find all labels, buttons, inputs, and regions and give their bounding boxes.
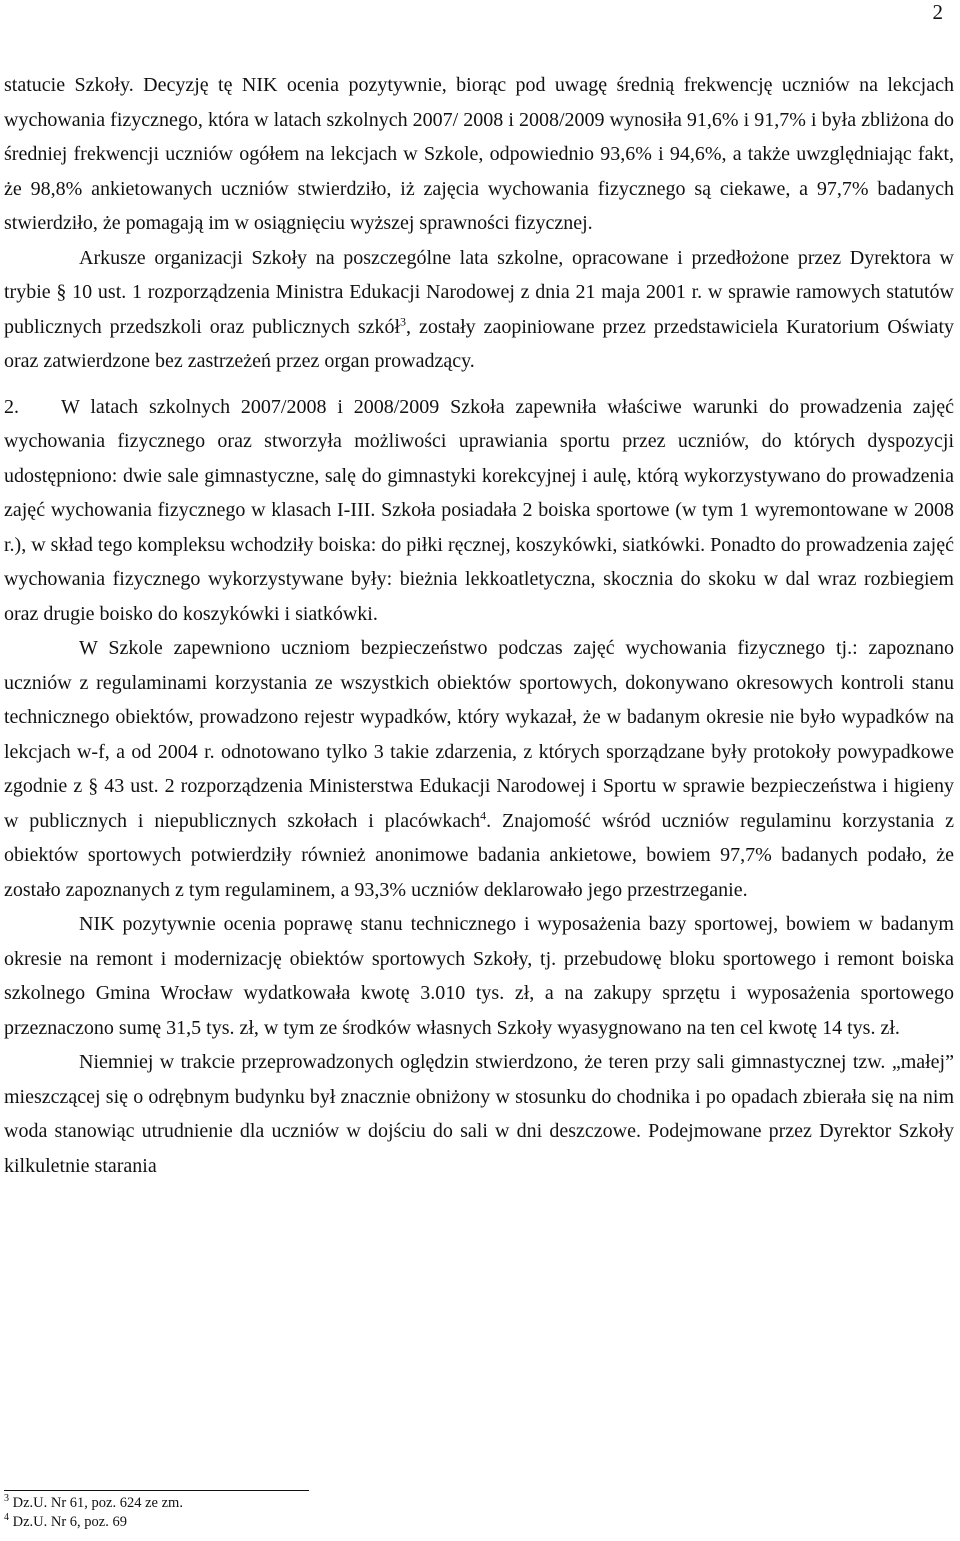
paragraph-2-text-b: , zostały zaopiniowane przez przedstawiciela Kuratorium Oświaty oraz zatwierdzone bez zastrzeżeń przez organ prowadzący. — [4, 315, 954, 372]
paragraph-6-text: Niemniej w trakcie przeprowadzonych oględzin stwierdzono, że teren przy sali gimnastycznej tzw. „małej” mieszczącej się o odrębnym budynku był znacznie obniżony w stosunku do chodnika i po opadach zbierała się na nim woda stanowiąc utrudnienie dla uczniów w dojściu do sali w dni deszczowe. Podejmowane przez Dyrektor Szkoły kilkuletnie starania — [4, 1051, 954, 1177]
paragraph-2-text-a: Arkusze organizacji Szkoły na poszczególne lata szkolne, opracowane i przedłożone przez Dyrektora w trybie § 10 ust. 1 rozporządzenia Ministra Edukacji Narodowej z dnia 21 maja 2001 r. w sprawie ramowych statutów publicznych przedszkoli oraz publicznych szkół — [4, 246, 954, 338]
paragraph-4 — [4, 631, 954, 907]
paragraph-6 — [4, 1045, 954, 1183]
footnotes — [4, 1494, 183, 1532]
paragraph-2 — [4, 241, 954, 379]
paragraph-3-text: W latach szkolnych 2007/2008 i 2008/2009 Szkoła zapewniła właściwe warunki do prowadzenia zajęć wychowania fizycznego oraz stworzyła możliwości uprawiania sportu przez uczniów, do których dyspozycji udostępniono: dwie sale gimnastyczne, salę do gimnastyki korekcyjnej i aulę, którą wykorzystywano do prowadzenia zajęć wychowania fizycznego w klasach I-III. Szkoła posiadała 2 boiska sportowe (w tym 1 wyremontowane w 2008 r.), w skład tego kompleksu wchodziły boiska: do piłki ręcznej, koszykówki, siatkówki. Ponadto do prowadzenia zajęć wychowania fizycznego wykorzystywane były: bieżnia lekkoatletyczna, skocznia do skoku w dal wraz rozbiegiem oraz drugie boisko do koszykówki i siatkówki. — [4, 395, 954, 625]
footnote-3-number: 3 — [4, 1493, 9, 1505]
document-body — [4, 68, 954, 1183]
footnote-3 — [4, 1494, 183, 1513]
paragraph-5-text: NIK pozytywnie ocenia poprawę stanu technicznego i wyposażenia bazy sportowej, bowiem w badanym okresie na remont i modernizację obiektów sportowych Szkoły, tj. przebudowę bloku sportowego i remont boiska szkolnego Gmina Wrocław wydatkowała kwotę 3.010 tys. zł, a na zakupy sprzętu i wyposażenia sportowego przeznaczono sumę 31,5 tys. zł, w tym ze środków własnych Szkoły wyasygnowano na ten cel kwotę 14 tys. zł. — [4, 913, 954, 1039]
footnote-4 — [4, 1513, 183, 1532]
paragraph-3 — [4, 390, 954, 632]
paragraph-1-text: statucie Szkoły. Decyzję tę NIK ocenia pozytywnie, biorąc pod uwagę średnią frekwencję uczniów na lekcjach wychowania fizycznego, która w latach szkolnych 2007/ 2008 i 2008/2009 wynosiła 91,6% i 91,7% i była zbliżona do średniej frekwencji uczniów ogółem na lekcjach w Szkole, odpowiednio 93,6% i 94,6%, a także uwzględniając fakt, że 98,8% ankietowanych uczniów stwierdziło, iż zajęcia wychowania fizycznego są ciekawe, a 97,7% badanych stwierdziło, że pomagają im w osiągnięciu wyższej sprawności fizycznej. — [4, 74, 954, 234]
page-number: 2 — [932, 0, 943, 24]
footnote-4-text: Dz.U. Nr 6, poz. 69 — [9, 1514, 127, 1530]
paragraph-4-text-b: . Znajomość wśród uczniów regulaminu korzystania z obiektów sportowych potwierdziły również anonimowe badania ankietowe, bowiem 97,7% badanych podało, że zostało zapoznanych z tym regulaminem, a 93,3% uczniów deklarowało jego przestrzeganie. — [4, 809, 955, 901]
section-number: 2. — [4, 395, 19, 418]
footnote-ref-4: 4 — [480, 807, 487, 822]
paragraph-1 — [4, 68, 954, 241]
footnote-ref-3: 3 — [400, 313, 407, 328]
paragraph-4-text-a: W Szkole zapewniono uczniom bezpieczeństwo podczas zajęć wychowania fizycznego tj.: zapoznano uczniów z regulaminami korzystania ze wszystkich obiektów sportowych, dokonywano okresowych kontroli stanu technicznego obiektów, prowadzono rejestr wypadków, który wykazał, że w badanym okresie nie było wypadków na lekcjach w-f, a od 2004 r. odnotowano tylko 3 takie zdarzenia, z których sporządzane były protokoły powypadkowe zgodnie z § 43 ust. 2 rozporządzenia Ministerstwa Edukacji Narodowej i Sportu w sprawie bezpieczeństwa i higieny w publicznych i niepublicznych szkołach i placówkach — [4, 637, 954, 832]
footnote-4-number: 4 — [4, 1512, 9, 1524]
footnote-separator — [4, 1490, 309, 1491]
footnote-3-text: Dz.U. Nr 61, poz. 624 ze zm. — [9, 1495, 183, 1511]
paragraph-5 — [4, 907, 954, 1045]
